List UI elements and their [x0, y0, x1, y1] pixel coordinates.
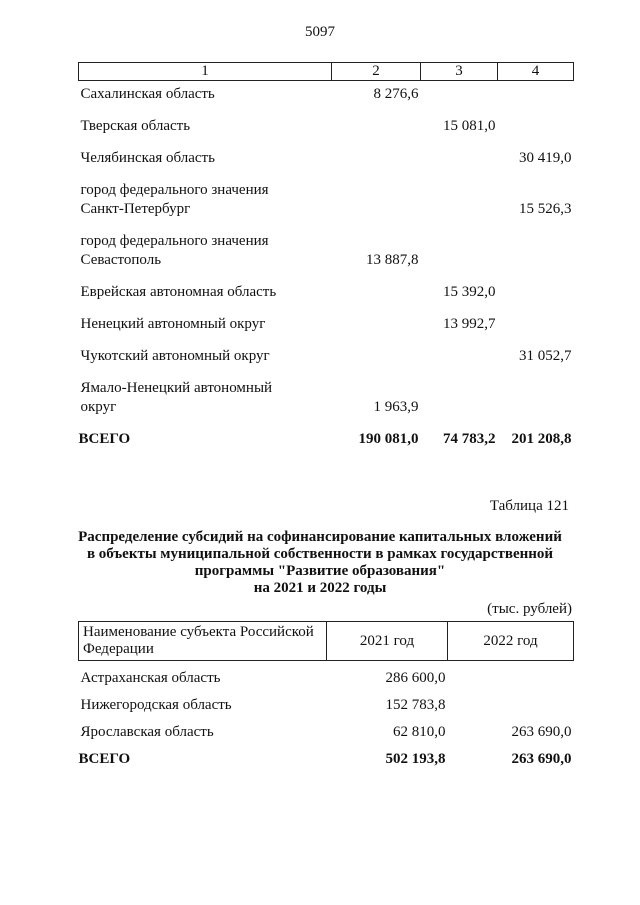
- subsidy-table-continued: [78, 62, 574, 449]
- region-name: [79, 168, 332, 219]
- value-c4: [498, 104, 574, 136]
- column-number-2: 2: [332, 63, 421, 81]
- region-name-line: Ненецкий автономный округ: [80, 316, 266, 332]
- page-number: 5097: [305, 24, 335, 40]
- region-name: [79, 136, 332, 168]
- region-name-line: город федерального значения: [80, 182, 269, 198]
- region-name-line: Еврейская автономная область: [80, 284, 277, 300]
- header-2022: 2022 год: [448, 622, 574, 661]
- region-name-line: Челябинская область: [80, 150, 215, 166]
- region-name-line: Ямало-Ненецкий автономный: [80, 380, 273, 396]
- region-name: [79, 334, 332, 366]
- value-y2022: [448, 687, 574, 714]
- value-c3: 15 081,0: [443, 118, 496, 134]
- value-c4: [498, 81, 574, 105]
- region-name-line: Санкт-Петербург: [80, 201, 191, 217]
- region-name-line: Тверская область: [80, 118, 191, 134]
- value-c2: [332, 334, 421, 366]
- table-row: [79, 334, 574, 366]
- table-row: [79, 302, 574, 334]
- table-row: [79, 366, 574, 417]
- value-y2022: 263 690,0: [511, 724, 572, 740]
- value-c4: [498, 219, 574, 270]
- units-label: (тыс. рублей): [487, 601, 572, 617]
- value-y2021: 62 810,0: [393, 724, 446, 740]
- region-name-line: Чукотский автономный округ: [80, 348, 270, 364]
- title-line: программы "Развитие образования": [194, 563, 446, 579]
- region-name: [79, 366, 332, 417]
- value-y2021: 286 600,0: [385, 670, 446, 686]
- table-row: [79, 687, 574, 714]
- table-row: [79, 136, 574, 168]
- value-c3: 15 392,0: [443, 284, 496, 300]
- value-c2: [332, 168, 421, 219]
- value-c3: [421, 81, 498, 105]
- region-name-line: город федерального значения: [80, 233, 269, 249]
- column-number-4: 4: [498, 63, 574, 81]
- value-c4: 30 419,0: [519, 150, 572, 166]
- region-name: [79, 270, 332, 302]
- region-name: Астраханская область: [80, 670, 221, 686]
- title-line: Распределение субсидий на софинансирование капитальных вложений: [78, 529, 562, 545]
- region-name: [79, 81, 332, 105]
- total-y2022: 263 690,0: [511, 751, 572, 767]
- header-region-name: Наименование субъекта Российской Федерации: [79, 622, 327, 661]
- value-c2: [332, 104, 421, 136]
- table-row: [79, 104, 574, 136]
- value-y2021: 152 783,8: [385, 697, 446, 713]
- total-c4: 201 208,8: [511, 431, 572, 447]
- value-c3: [421, 366, 498, 417]
- table-row: [79, 219, 574, 270]
- region-name: [79, 104, 332, 136]
- value-y2022: [448, 661, 574, 688]
- table-row: [79, 661, 574, 688]
- total-c3: 74 783,2: [443, 431, 496, 447]
- table-title: [60, 529, 580, 597]
- region-name-line: Севастополь: [80, 252, 162, 268]
- total-c2: 190 081,0: [358, 431, 419, 447]
- value-c3: [421, 334, 498, 366]
- table-row: [79, 168, 574, 219]
- value-c3: [421, 136, 498, 168]
- value-c3: [421, 219, 498, 270]
- title-line: на 2021 и 2022 годы: [253, 580, 387, 596]
- table-row: [79, 270, 574, 302]
- region-name: [79, 302, 332, 334]
- value-c4: [498, 302, 574, 334]
- table-row: [79, 81, 574, 105]
- table-row: [79, 714, 574, 741]
- region-name: [79, 219, 332, 270]
- value-c4: [498, 366, 574, 417]
- total-label: ВСЕГО: [78, 431, 131, 447]
- table-number: Таблица 121: [489, 498, 569, 514]
- value-c4: 31 052,7: [519, 348, 572, 364]
- column-number-3: 3: [421, 63, 498, 81]
- region-name: Нижегородская область: [80, 697, 232, 713]
- region-name: Ярославская область: [80, 724, 214, 740]
- value-c2: [332, 136, 421, 168]
- table-header-row: [79, 622, 574, 661]
- title-line: в объекты муниципальной собственности в рамках государственной: [86, 546, 554, 562]
- value-c2: 13 887,8: [366, 252, 419, 268]
- value-c2: 1 963,9: [373, 399, 419, 415]
- column-number-1: 1: [79, 63, 332, 81]
- total-y2021: 502 193,8: [385, 751, 446, 767]
- value-c4: 15 526,3: [519, 201, 572, 217]
- value-c4: [498, 270, 574, 302]
- total-row: [79, 741, 574, 768]
- value-c2: [332, 302, 421, 334]
- value-c2: [332, 270, 421, 302]
- value-c3: 13 992,7: [443, 316, 496, 332]
- table-header-row: [79, 63, 574, 81]
- value-c3: [421, 168, 498, 219]
- total-label: ВСЕГО: [78, 751, 131, 767]
- header-2021: 2021 год: [327, 622, 448, 661]
- value-c2: 8 276,6: [373, 86, 419, 102]
- subsidy-table-2021-2022: [78, 621, 574, 768]
- region-name-line: округ: [80, 399, 117, 415]
- region-name-line: Сахалинская область: [80, 86, 215, 102]
- total-row: [79, 417, 574, 449]
